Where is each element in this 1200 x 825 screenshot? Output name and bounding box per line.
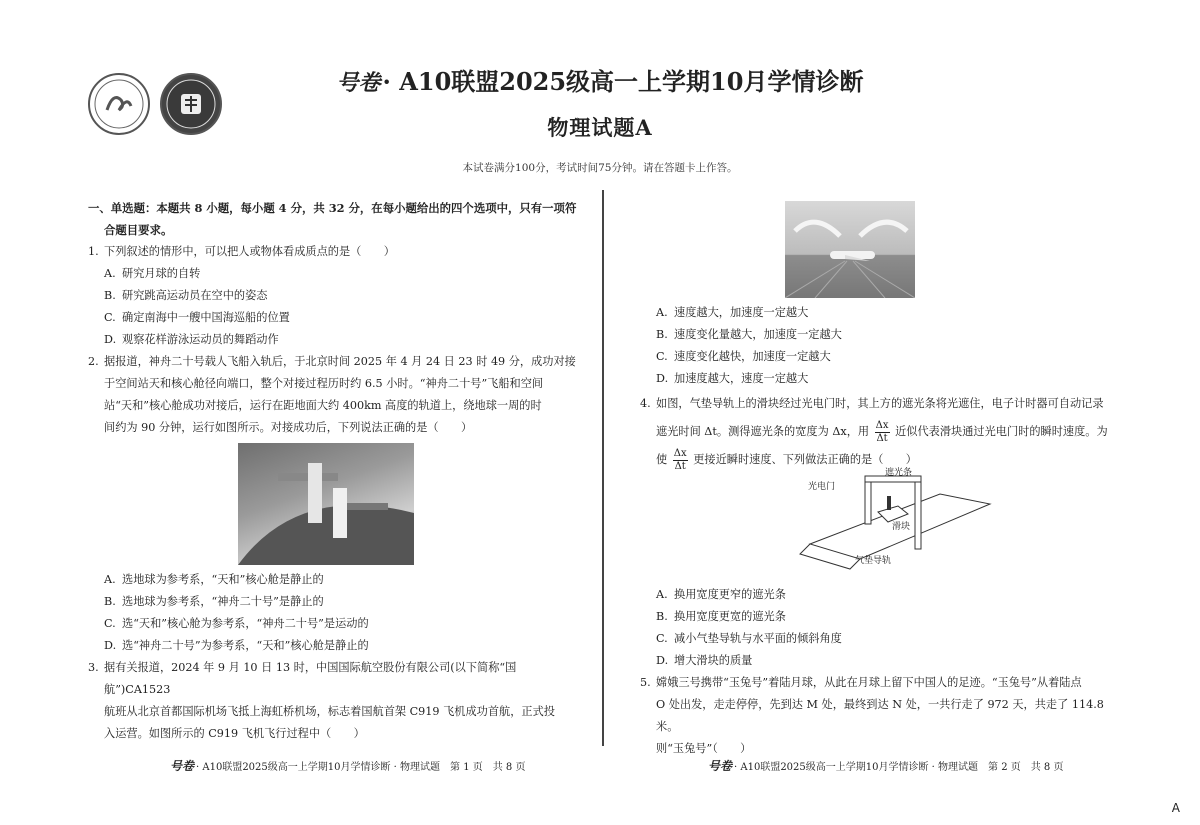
right-column <box>640 197 1112 760</box>
option-text: 选“天和”核心舱为参考系，“神舟二十号”是运动的 <box>122 617 369 630</box>
question-stem-line: 站“天和”核心舱成功对接后，运行在距地面大约 400km 高度的轨道上，绕地球一周的时 <box>104 399 542 412</box>
option-label: B. <box>656 328 668 341</box>
question-number: 3. <box>88 661 99 674</box>
exam-title <box>0 62 1200 97</box>
diagram-label-rail: 气垫导轨 <box>855 556 892 566</box>
option <box>88 329 580 351</box>
diagram-label-strip: 遮光条 <box>885 468 913 478</box>
question-stem-line: 则“玉兔号”（ ） <box>656 742 752 755</box>
footer-text: · A10联盟2025级高一上学期10月学情诊断 · 物理试题 第 1 页 共 8 页 <box>196 762 526 773</box>
option-label: A. <box>656 306 668 319</box>
option-text: 确定南海中一艘中国海巡船的位置 <box>122 311 290 324</box>
footer-text: · A10联盟2025级高一上学期10月学情诊断 · 物理试题 第 2 页 共 8 页 <box>734 762 1064 773</box>
option-text: 换用宽度更窄的遮光条 <box>674 588 786 601</box>
question-5 <box>640 672 1112 760</box>
stem-text: 近似代表滑块通过光电门时的瞬时速度。为 <box>895 425 1108 438</box>
option <box>88 285 580 307</box>
option <box>88 591 580 613</box>
option-text: 研究跳高运动员在空中的姿态 <box>122 289 268 302</box>
option-text: 选地球为参考系，“天和”核心舱是静止的 <box>122 573 324 586</box>
option-text: 研究月球的自转 <box>122 267 201 280</box>
question-stem: 下列叙述的情形中，可以把人或物体看成质点的是（ ） <box>104 245 395 258</box>
option-label: C. <box>656 350 668 363</box>
fraction-numerator: Δx <box>673 447 687 459</box>
exam-subtitle: 物理试题A <box>547 115 653 140</box>
option-label: D. <box>104 333 117 346</box>
option-text: 速度变化越快，加速度一定越大 <box>674 350 831 363</box>
title-text: · A10联盟2025级高一上学期10月学情诊断 <box>382 67 864 96</box>
question-3 <box>88 657 580 745</box>
option-text: 加速度越大，速度一定越大 <box>674 372 809 385</box>
option <box>640 324 1112 346</box>
option-label: C. <box>104 311 116 324</box>
option <box>88 613 580 635</box>
diagram-label-gate: 光电门 <box>808 482 836 492</box>
question-stem-line: 如图，气垫导轨上的滑块经过光电门时，其上方的遮光条将光遮住，电子计时器可自动记录 <box>656 397 1104 410</box>
fraction-numerator: Δx <box>875 419 889 431</box>
question-stem-line: 据有关报道，2024 年 9 月 10 日 13 时，中国国际航空股份有限公司(以下简称“国航”)CA1523 <box>104 661 517 696</box>
section-title-cont: 合题目要求。 <box>104 223 173 237</box>
stem-text: 遮光时间 Δt。测得遮光条的宽度为 Δx，用 <box>656 425 870 438</box>
version-mark: A <box>1171 801 1180 815</box>
option <box>640 650 1112 672</box>
option-label: D. <box>656 372 669 385</box>
option-text: 速度越大，加速度一定越大 <box>674 306 809 319</box>
option-label: C. <box>104 617 116 630</box>
option-text: 选地球为参考系，“神舟二十号”是静止的 <box>122 595 324 608</box>
stem-text: 使 <box>656 453 668 466</box>
question-stem-line: O 处出发，走走停停，先到达 M 处，最终到达 N 处，一共行走了 972 天，共走了 114.8 米。 <box>656 698 1104 733</box>
question-number: 5. <box>640 676 651 689</box>
footer-brand: 号卷 <box>170 759 195 773</box>
question-2 <box>88 351 580 439</box>
question-1 <box>88 241 580 263</box>
option-label: B. <box>656 610 668 623</box>
space-station-photo <box>238 443 414 565</box>
option-text: 换用宽度更宽的遮光条 <box>674 610 786 623</box>
option <box>88 307 580 329</box>
fraction-denominator: Δt <box>674 460 686 472</box>
exam-notice: 本试卷满分100分，考试时间75分钟。请在答题卡上作答。 <box>462 162 738 174</box>
fraction <box>673 448 688 473</box>
question-stem-line: 入运营。如图所示的 C919 飞机飞行过程中（ ） <box>104 727 365 740</box>
option-text: 减小气垫导轨与水平面的倾斜角度 <box>674 632 842 645</box>
option <box>88 263 580 285</box>
question-number: 1. <box>88 245 99 258</box>
question-number: 4. <box>640 397 651 410</box>
option-label: A. <box>656 588 668 601</box>
air-track-diagram <box>790 468 1040 584</box>
footer-right <box>708 757 1063 774</box>
option-label: C. <box>656 632 668 645</box>
option-text: 选“神舟二十号”为参考系，“天和”核心舱是静止的 <box>122 639 369 652</box>
question-number: 2. <box>88 355 99 368</box>
footer-brand: 号卷 <box>708 759 733 773</box>
question-stem-line: 据报道，神舟二十号载人飞船入轨后，于北京时间 2025 年 4 月 24 日 23 时 49 分，成功对接 <box>104 355 576 368</box>
option <box>640 368 1112 390</box>
stem-text: 更接近瞬时速度、下列做法正确的是（ ） <box>693 453 917 466</box>
option-label: D. <box>656 654 669 667</box>
left-column <box>88 197 580 745</box>
option <box>640 606 1112 628</box>
brand-mark: 号卷 <box>336 70 381 96</box>
option-label: A. <box>104 573 116 586</box>
question-stem-line: 间约为 90 分钟，运行如图所示。对接成功后，下列说法正确的是（ ） <box>104 421 473 434</box>
fraction <box>875 420 890 445</box>
option-text: 速度变化量越大，加速度一定越大 <box>674 328 842 341</box>
option-text: 增大滑块的质量 <box>674 654 753 667</box>
fraction-denominator: Δt <box>876 432 888 444</box>
section-title: 一、单选题：本题共 8 小题，每小题 4 分，共 32 分，在每小题给出的四个选项中，只有一项符 <box>88 201 577 215</box>
question-stem-line: 航班从北京首都国际机场飞抵上海虹桥机场，标志着国航首架 C919 飞机成功首航，正式投 <box>104 705 555 718</box>
option <box>640 302 1112 324</box>
option <box>640 628 1112 650</box>
option <box>640 346 1112 368</box>
question-4 <box>640 390 1112 474</box>
question-stem-line: 嫦娥三号携带“玉兔号”着陆月球，从此在月球上留下中国人的足迹。“玉兔号”从着陆点 <box>656 676 1082 689</box>
c919-plane-photo <box>785 201 915 298</box>
option-label: A. <box>104 267 116 280</box>
option-label: D. <box>104 639 117 652</box>
diagram-label-slider: 滑块 <box>892 522 911 532</box>
option <box>88 635 580 657</box>
question-stem-line <box>656 446 1112 474</box>
question-stem-line <box>656 418 1112 446</box>
footer-left <box>170 757 525 774</box>
column-divider <box>602 190 604 746</box>
option <box>640 584 1112 606</box>
option-label: B. <box>104 595 116 608</box>
question-stem-line: 于空间站天和核心舱径向端口，整个对接过程历时约 6.5 小时。“神舟二十号”飞船和空间 <box>104 377 544 390</box>
option <box>88 569 580 591</box>
option-text: 观察花样游泳运动员的舞蹈动作 <box>122 333 279 346</box>
option-label: B. <box>104 289 116 302</box>
